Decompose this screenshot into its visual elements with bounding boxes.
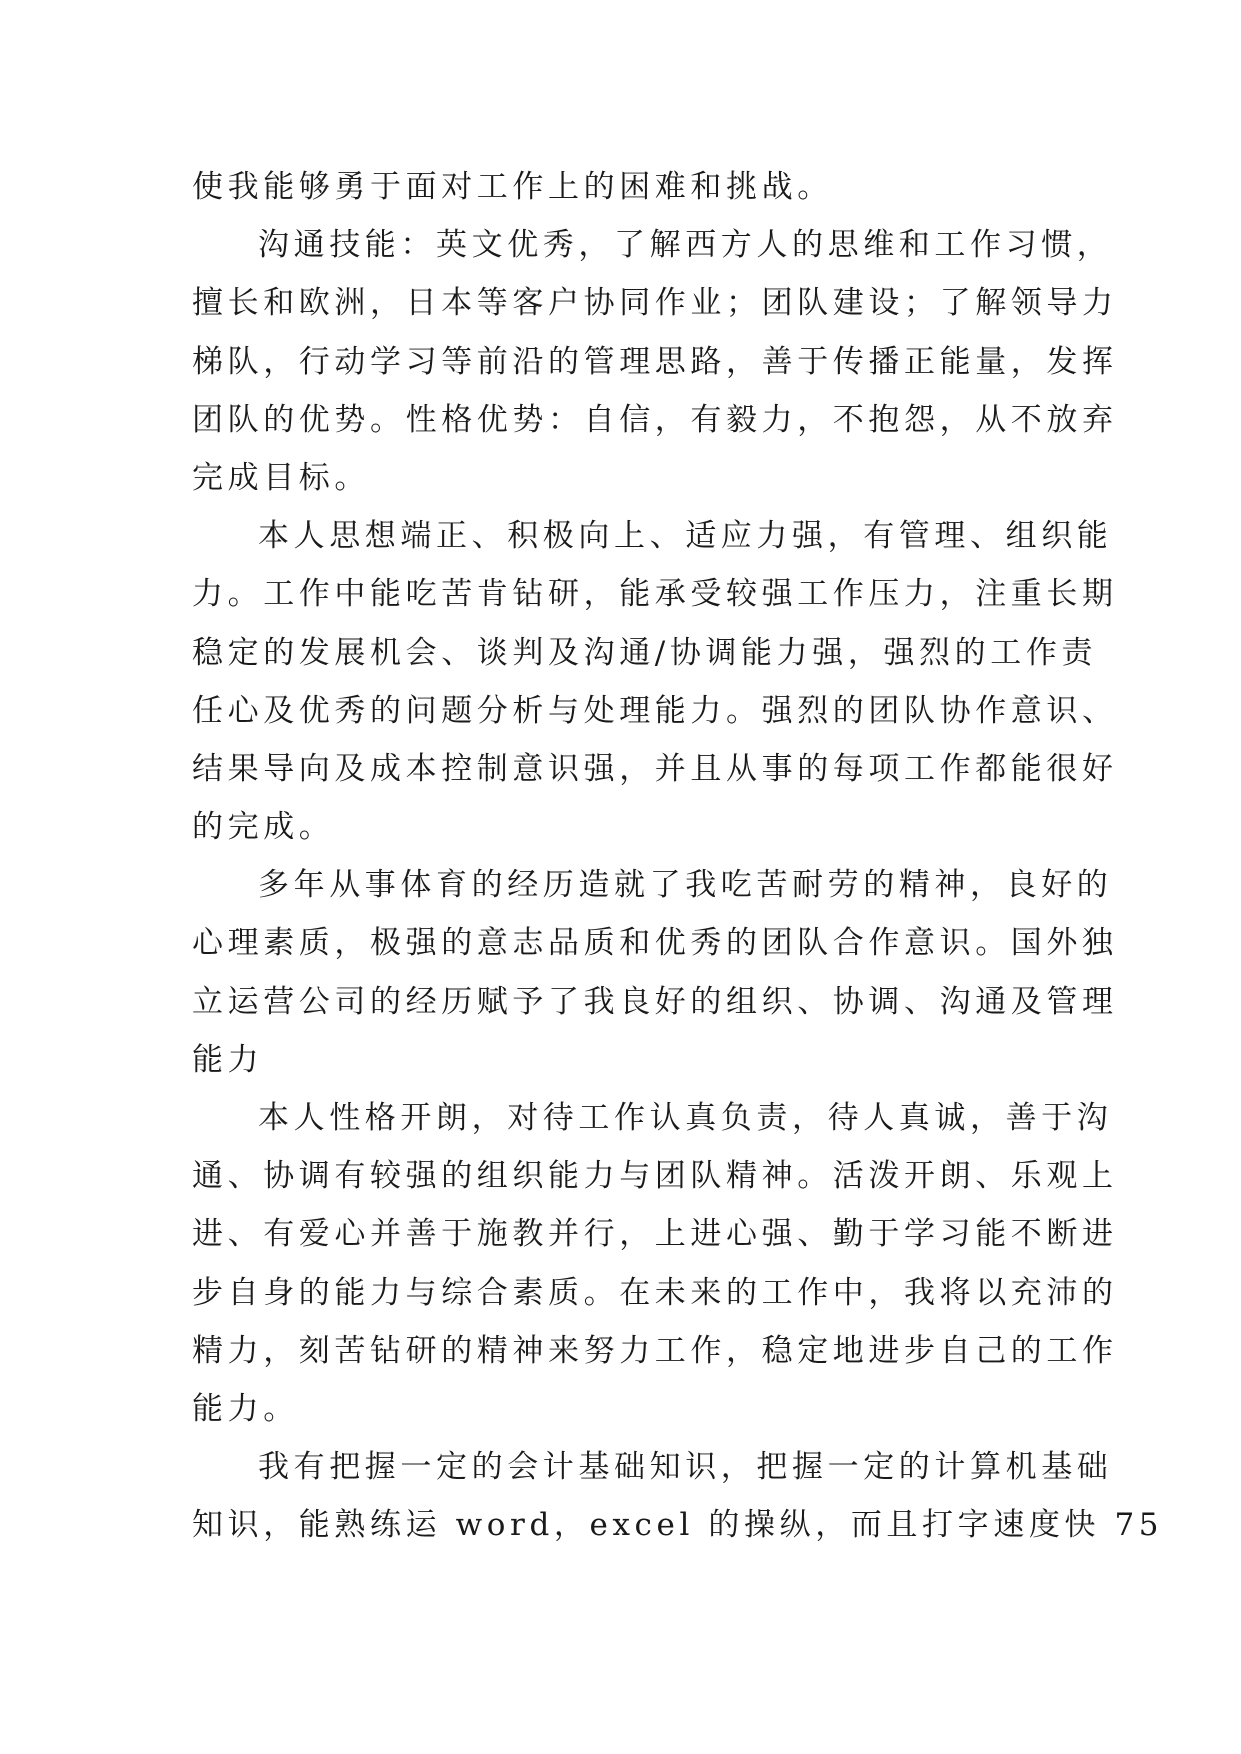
- text-line: 的完成。: [192, 809, 335, 846]
- paragraph: [192, 507, 1118, 856]
- text-line: 完成目标。: [192, 459, 370, 496]
- text-line: 知识，能熟练运 word，excel 的操纵，而且打字速度快 75: [192, 1507, 1164, 1544]
- text-line: 擅长和欧洲，日本等客户协同作业；团队建设；了解领导力: [192, 285, 1118, 322]
- text-line: 梯队，行动学习等前沿的管理思路，善于传播正能量，发挥: [192, 343, 1118, 380]
- paragraph: [192, 856, 1118, 1089]
- text-line: 我有把握一定的会计基础知识，把握一定的计算机基础: [258, 1449, 1113, 1486]
- paragraph: [192, 1089, 1118, 1438]
- text-line: 进、有爱心并善于施教并行，上进心强、勤于学习能不断进: [192, 1216, 1118, 1253]
- text-line: 心理素质，极强的意志品质和优秀的团队合作意识。国外独: [192, 925, 1118, 962]
- text-line: 稳定的发展机会、谈判及沟通/协调能力强，强烈的工作责: [192, 634, 1098, 671]
- paragraph: [192, 158, 1052, 216]
- text-line: 本人性格开朗，对待工作认真负责，待人真诚，善于沟: [258, 1100, 1113, 1136]
- text-line: 精力，刻苦钻研的精神来努力工作，稳定地进步自己的工作: [192, 1332, 1118, 1369]
- text-line: 立运营公司的经历赋予了我良好的组织、协调、沟通及管理: [192, 983, 1118, 1020]
- paragraph: [192, 216, 1118, 507]
- text-line: 使我能够勇于面对工作上的困难和挑战。: [192, 169, 833, 205]
- text-line: 通、协调有较强的组织能力与团队精神。活泼开朗、乐观上: [192, 1158, 1118, 1195]
- document-page: [192, 158, 1164, 1555]
- text-line: 沟通技能：英文优秀，了解西方人的思维和工作习惯，: [258, 227, 1113, 264]
- text-line: 任心及优秀的问题分析与处理能力。强烈的团队协作意识、: [192, 692, 1118, 729]
- paragraph: [192, 1438, 1164, 1554]
- text-line: 能力: [192, 1041, 264, 1078]
- text-line: 结果导向及成本控制意识强，并且从事的每项工作都能很好: [192, 750, 1118, 787]
- text-line: 本人思想端正、积极向上、适应力强，有管理、组织能: [258, 518, 1113, 555]
- text-line: 步自身的能力与综合素质。在未来的工作中，我将以充沛的: [192, 1274, 1118, 1311]
- text-line: 力。工作中能吃苦肯钻研，能承受较强工作压力，注重长期: [192, 576, 1118, 613]
- text-line: 多年从事体育的经历造就了我吃苦耐劳的精神，良好的: [258, 867, 1113, 904]
- text-line: 能力。: [192, 1390, 299, 1427]
- text-line: 团队的优势。性格优势：自信，有毅力，不抱怨，从不放弃: [192, 401, 1118, 438]
